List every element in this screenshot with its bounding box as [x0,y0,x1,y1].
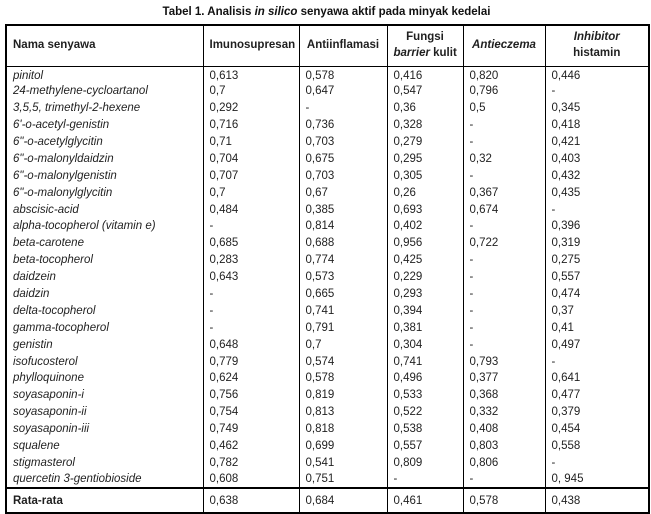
average-value-cell: 0,461 [387,488,463,513]
table-row [6,150,649,167]
value-cell: 0,385 [299,201,387,218]
value-cell: - [463,286,545,303]
value-cell: 0,418 [545,117,649,134]
value-cell: 0,394 [387,302,463,319]
header-line [394,30,457,46]
value-cell: 0,435 [545,184,649,201]
value-cell: 0,703 [299,167,387,184]
compound-name-cell: soyasaponin-iii [6,421,203,438]
value-cell: 0,32 [463,150,545,167]
table-row [6,336,649,353]
table-row [6,471,649,488]
value-cell: - [463,471,545,488]
value-cell: 0,229 [387,269,463,286]
compound-name-cell: soyasaponin-ii [6,404,203,421]
value-cell: 0,774 [299,252,387,269]
value-cell: 0,37 [545,302,649,319]
value-cell: 0,522 [387,404,463,421]
value-cell: 0,956 [387,235,463,252]
value-cell: 0,685 [203,235,299,252]
value-cell: 0,283 [203,252,299,269]
compound-name-cell: squalene [6,438,203,455]
value-cell: 0,67 [299,184,387,201]
value-cell: - [463,319,545,336]
value-cell: 0,319 [545,235,649,252]
value-cell: 0,736 [299,117,387,134]
column-header-imunosupresan [203,25,299,66]
value-cell: 0,446 [545,66,649,83]
value-cell: 0,648 [203,336,299,353]
average-value-cell: 0,438 [545,488,649,513]
compound-name-cell: 6"-o-malonyldaidzin [6,150,203,167]
compound-name-cell: 6'-o-acetyl-genistin [6,117,203,134]
value-cell: 0,538 [387,421,463,438]
table-row [6,218,649,235]
value-cell: - [545,83,649,100]
compound-name-cell: pinitol [6,66,203,83]
value-cell: 0,782 [203,454,299,471]
value-cell: - [463,218,545,235]
value-cell: 0,7 [299,336,387,353]
value-cell: - [545,454,649,471]
compound-name-cell: 3,5,5, trimethyl-2-hexene [6,100,203,117]
value-cell: 0, 945 [545,471,649,488]
value-cell: 0,818 [299,421,387,438]
value-cell: - [463,252,545,269]
text-part: kulit [429,46,457,59]
value-cell: 0,41 [545,319,649,336]
compound-name-cell: genistin [6,336,203,353]
value-cell: - [545,353,649,370]
value-cell: 0,408 [463,421,545,438]
compound-name-cell: isofucosterol [6,353,203,370]
compound-name-cell: gamma-tocopherol [6,319,203,336]
value-cell: 0,292 [203,100,299,117]
value-cell: 0,332 [463,404,545,421]
value-cell: 0,496 [387,370,463,387]
header-line [470,38,539,54]
compound-name-cell: abscisic-acid [6,201,203,218]
value-cell: 0,416 [387,66,463,83]
value-cell: 0,806 [463,454,545,471]
value-cell: 0,379 [545,404,649,421]
value-cell: 0,368 [463,387,545,404]
value-cell: 0,749 [203,421,299,438]
column-header-inhibitor-histamin [545,25,649,66]
table-row [6,201,649,218]
value-cell: 0,613 [203,66,299,83]
value-cell: 0,71 [203,134,299,151]
table-row [6,100,649,117]
average-value-cell: 0,684 [299,488,387,513]
value-cell: 0,809 [387,454,463,471]
value-cell: 0,7 [203,184,299,201]
value-cell: 0,693 [387,201,463,218]
text-part: senyawa aktif pada minyak kedelai [297,6,491,18]
value-cell: 0,722 [463,235,545,252]
compound-name-cell: alpha-tocopherol (vitamin e) [6,218,203,235]
table-row [6,387,649,404]
value-cell: 0,345 [545,100,649,117]
value-cell: 0,381 [387,319,463,336]
text-part: Antieczema [472,38,536,51]
value-cell: 0,432 [545,167,649,184]
table-header [6,25,649,66]
text-part: barrier [393,46,430,59]
value-cell: 0,791 [299,319,387,336]
value-cell: 0,643 [203,269,299,286]
value-cell: 0,425 [387,252,463,269]
compound-name-cell: daidzin [6,286,203,303]
value-cell: 0,484 [203,201,299,218]
value-cell: 0,608 [203,471,299,488]
table-row [6,286,649,303]
value-cell: 0,793 [463,353,545,370]
compound-name-cell: 6"-o-malonylgenistin [6,167,203,184]
value-cell: - [545,201,649,218]
compound-name-cell: beta-tocopherol [6,252,203,269]
value-cell: - [463,134,545,151]
value-cell: 0,703 [299,134,387,151]
value-cell: 0,814 [299,218,387,235]
value-cell: 0,741 [299,302,387,319]
text-part: Fungsi [406,31,444,44]
value-cell: 0,367 [463,184,545,201]
table-row [6,184,649,201]
value-cell: 0,819 [299,387,387,404]
value-cell: 0,547 [387,83,463,100]
value-cell: 0,674 [463,201,545,218]
value-cell: 0,704 [203,150,299,167]
value-cell: 0,403 [545,150,649,167]
value-cell: 0,665 [299,286,387,303]
value-cell: 0,754 [203,404,299,421]
value-cell: - [463,117,545,134]
table-row [6,83,649,100]
table-row [6,353,649,370]
compound-name-cell: daidzein [6,269,203,286]
compound-name-cell: 6"-o-acetylglycitin [6,134,203,151]
value-cell: 0,716 [203,117,299,134]
value-cell: 0,279 [387,134,463,151]
value-cell: - [203,218,299,235]
value-cell: 0,293 [387,286,463,303]
value-cell: 0,688 [299,235,387,252]
value-cell: 0,477 [545,387,649,404]
value-cell: 0,756 [203,387,299,404]
value-cell: 0,707 [203,167,299,184]
value-cell: 0,474 [545,286,649,303]
value-cell: 0,305 [387,167,463,184]
value-cell: 0,275 [545,252,649,269]
value-cell: 0,377 [463,370,545,387]
compound-name-cell: quercetin 3-gentiobioside [6,471,203,488]
table-row [6,319,649,336]
text-part: in silico [254,6,298,18]
table-body [6,66,649,488]
value-cell: 0,462 [203,438,299,455]
table-row [6,117,649,134]
compound-name-cell: soyasaponin-i [6,387,203,404]
value-cell: 0,7 [203,83,299,100]
value-cell: - [203,302,299,319]
value-cell: 0,421 [545,134,649,151]
text-part: Inhibitor [573,31,620,44]
header-line [13,38,197,54]
value-cell: 0,557 [545,269,649,286]
value-cell: 0,533 [387,387,463,404]
header-line [306,38,381,54]
table-row [6,370,649,387]
column-header-antiinflamasi [299,25,387,66]
compound-name-cell: 6"-o-malonylglycitin [6,184,203,201]
table-row [6,269,649,286]
table-row [6,302,649,319]
table-row [6,134,649,151]
table-row [6,438,649,455]
value-cell: 0,803 [463,438,545,455]
table-row [6,167,649,184]
compound-name-cell: stigmasterol [6,454,203,471]
value-cell: 0,741 [387,353,463,370]
text-part: Nama senyawa [13,38,96,51]
value-cell: 0,328 [387,117,463,134]
value-cell: 0,557 [387,438,463,455]
column-header-nama-senyawa [6,25,203,66]
rata-rata-row [6,488,649,513]
value-cell: 0,402 [387,218,463,235]
value-cell: - [203,286,299,303]
value-cell: 0,454 [545,421,649,438]
value-cell: - [299,100,387,117]
header-line [394,46,457,62]
value-cell: - [463,269,545,286]
value-cell: 0,647 [299,83,387,100]
table-row [6,404,649,421]
rata-rata-label: Rata-rata [6,488,203,513]
value-cell: 0,675 [299,150,387,167]
value-cell: 0,624 [203,370,299,387]
compound-name-cell: beta-carotene [6,235,203,252]
text-part: Tabel 1. Analisis [162,6,255,18]
value-cell: 0,578 [299,370,387,387]
value-cell: 0,573 [299,269,387,286]
value-cell: 0,796 [463,83,545,100]
value-cell: 0,578 [299,66,387,83]
average-value-cell: 0,638 [203,488,299,513]
value-cell: 0,574 [299,353,387,370]
average-value-cell: 0,578 [463,488,545,513]
value-cell: 0,820 [463,66,545,83]
compound-name-cell: delta-tocopherol [6,302,203,319]
column-header-fungsi-barrier-kulit [387,25,463,66]
table-footer [6,488,649,513]
value-cell: 0,641 [545,370,649,387]
value-cell: - [463,302,545,319]
header-row [6,25,649,66]
table-row [6,66,649,83]
value-cell: 0,26 [387,184,463,201]
text-part: histamin [573,46,621,59]
value-cell: 0,751 [299,471,387,488]
header-line [552,46,643,62]
value-cell: 0,699 [299,438,387,455]
value-cell: 0,779 [203,353,299,370]
value-cell: - [203,319,299,336]
text-part: Imunosupresan [209,38,296,51]
header-line [209,38,296,54]
analysis-table [5,24,650,514]
value-cell: 0,396 [545,218,649,235]
value-cell: 0,295 [387,150,463,167]
value-cell: - [463,336,545,353]
value-cell: - [387,471,463,488]
table-caption [5,3,648,24]
compound-name-cell: 24-methylene-cycloartanol [6,83,203,100]
column-header-antieczema [463,25,545,66]
value-cell: 0,541 [299,454,387,471]
value-cell: 0,304 [387,336,463,353]
header-line [552,30,643,46]
value-cell: 0,813 [299,404,387,421]
value-cell: - [463,167,545,184]
value-cell: 0,36 [387,100,463,117]
table-row [6,421,649,438]
table-row [6,252,649,269]
text-part: Antiinflamasi [306,38,380,51]
value-cell: 0,558 [545,438,649,455]
value-cell: 0,497 [545,336,649,353]
compound-name-cell: phylloquinone [6,370,203,387]
table-row [6,235,649,252]
value-cell: 0,5 [463,100,545,117]
table-row [6,454,649,471]
